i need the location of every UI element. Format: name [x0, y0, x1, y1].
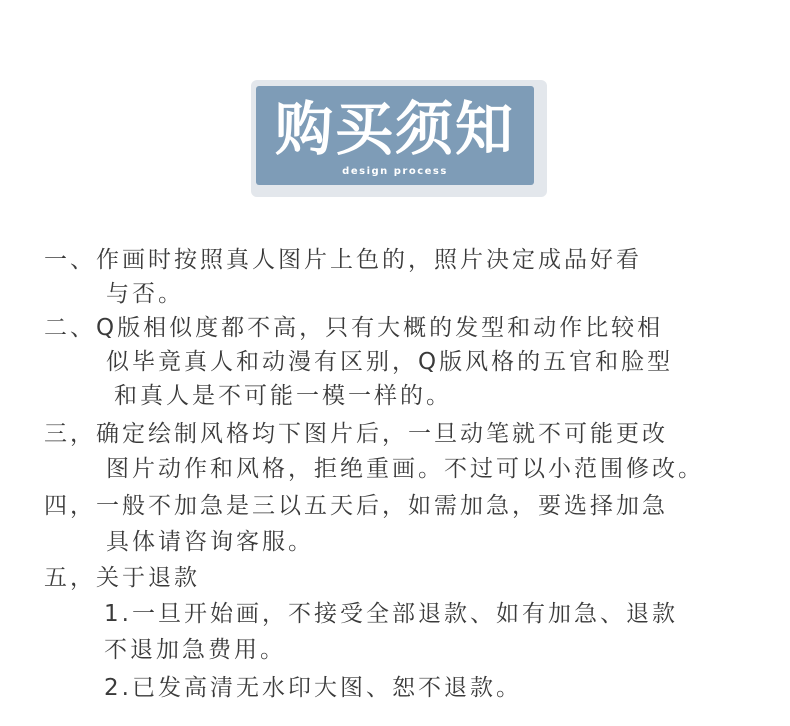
notice-item-2-line-1: 二、Q版相似度都不高，只有大概的发型和动作比较相: [44, 315, 664, 341]
notice-item-4-line-1: 四，一般不加急是三以五天后，如需加急，要选择加急: [44, 493, 668, 519]
page-title: 购买须知: [274, 95, 515, 163]
page-subtitle: design process: [342, 166, 448, 177]
notice-item-4-line-2: 具体请咨询客服。: [106, 529, 314, 555]
notice-item-5-line-3: 2.已发高清无水印大图、恕不退款。: [104, 675, 522, 701]
notice-item-1-line-1: 一、作画时按照真人图片上色的，照片决定成品好看: [44, 247, 642, 273]
notice-item-5-line-1: 1.一旦开始画，不接受全部退款、如有加急、退款: [104, 601, 678, 627]
notice-item-3-line-1: 三，确定绘制风格均下图片后，一旦动笔就不可能更改: [44, 421, 668, 447]
notice-item-2-line-2: 似毕竟真人和动漫有区别，Q版风格的五官和脸型: [106, 349, 674, 375]
title-banner: [256, 86, 534, 185]
notice-item-3-line-2: 图片动作和风格，拒绝重画。不过可以小范围修改。: [106, 456, 704, 482]
notice-item-1-line-2: 与否。: [106, 281, 184, 307]
notice-item-2-line-3: 和真人是不可能一模一样的。: [114, 383, 452, 409]
notice-item-5-heading: 五，关于退款: [44, 565, 200, 591]
notice-item-5-line-2: 不退加急费用。: [104, 637, 286, 663]
